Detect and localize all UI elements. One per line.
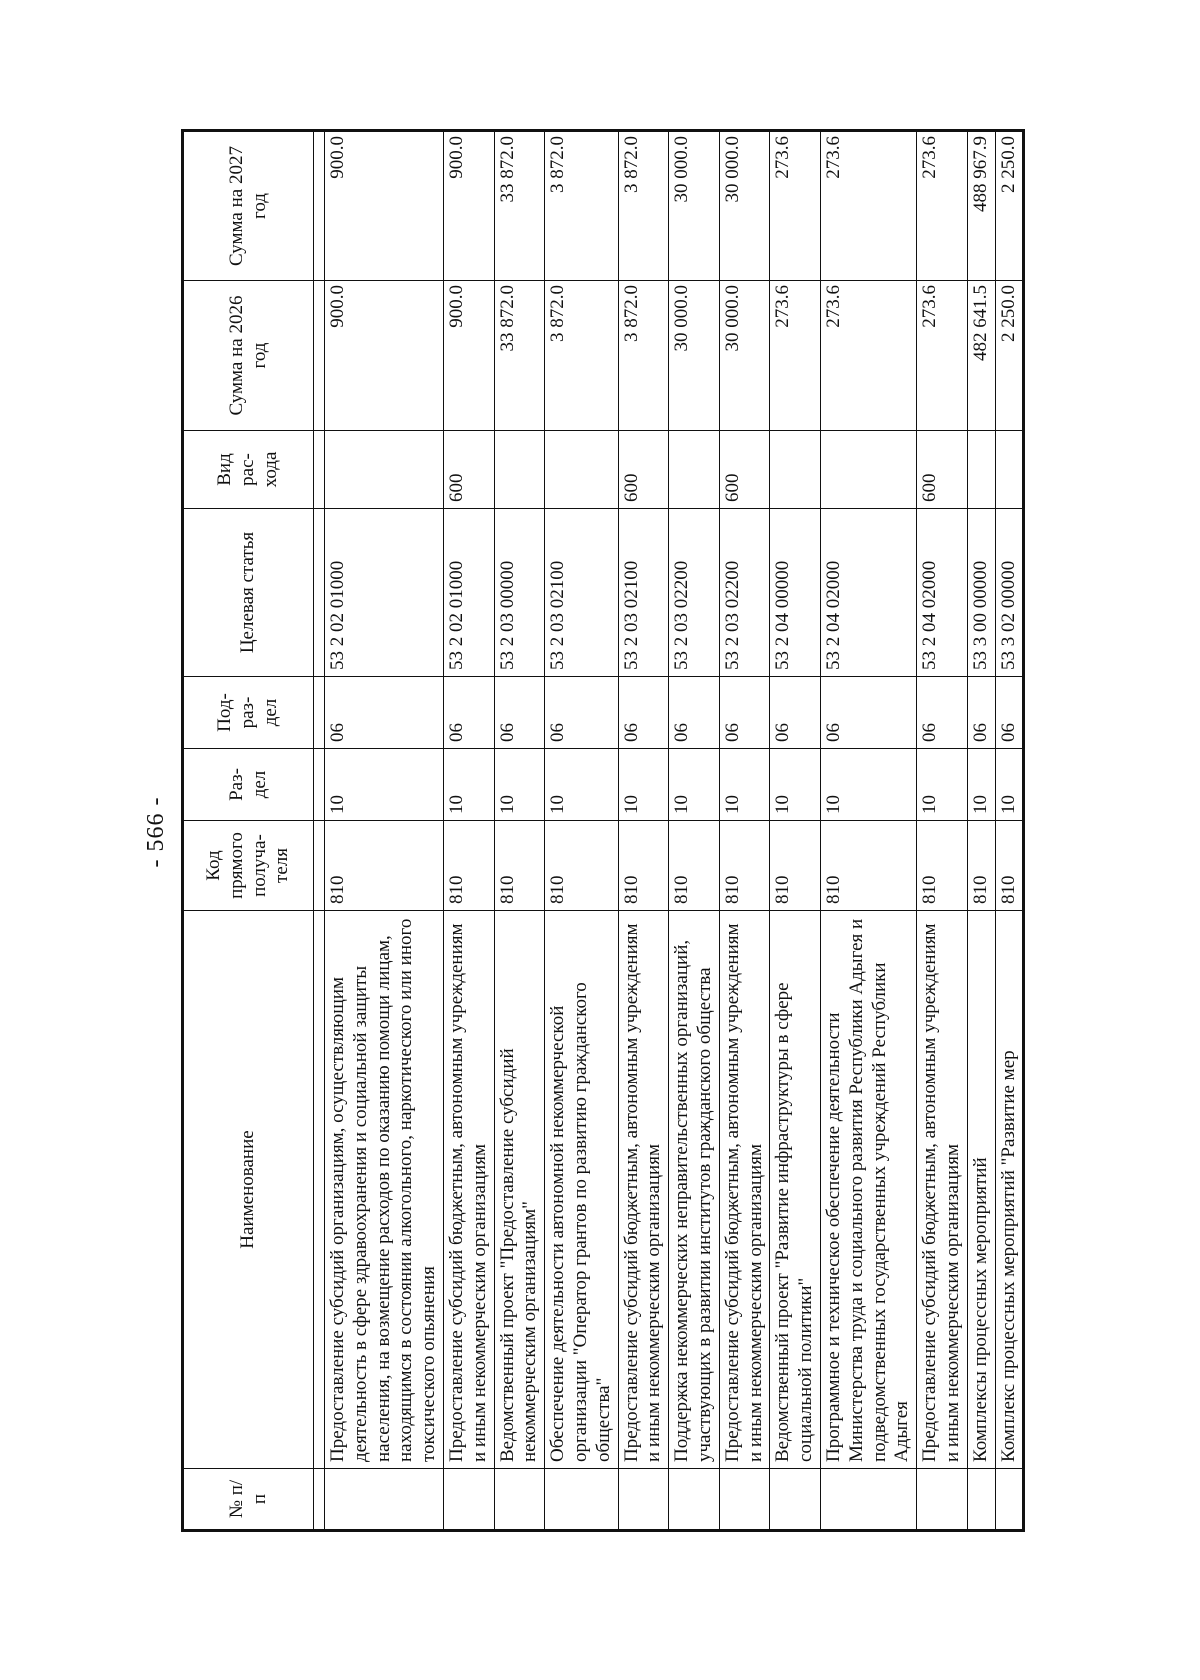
cell-sum-2026: 33 872.0 — [494, 281, 545, 431]
cell-sum-2026: 900.0 — [325, 281, 444, 431]
cell-code: 810 — [669, 821, 720, 911]
cell-no — [719, 1469, 770, 1531]
cell-podrazdel: 06 — [669, 677, 720, 749]
cell-podrazdel: 06 — [770, 677, 821, 749]
cell-no — [967, 1469, 995, 1531]
header-spacer-row — [314, 131, 325, 1531]
cell-code: 810 — [917, 821, 968, 911]
cell-code: 810 — [820, 821, 916, 911]
cell-razdel: 10 — [719, 749, 770, 821]
cell-vid — [770, 431, 821, 509]
cell-no — [494, 1469, 545, 1531]
cell-code: 810 — [443, 821, 494, 911]
table-row — [770, 131, 821, 1531]
cell-name: Ведомственный проект "Развитие инфраструктуры в сфере социальной политики" — [770, 911, 821, 1469]
cell-code: 810 — [770, 821, 821, 911]
cell-sum-2026: 3 872.0 — [545, 281, 618, 431]
cell-name: Поддержка некоммерческих неправительственных организаций, участвующих в развитии институтов гражданского общества — [669, 911, 720, 1469]
cell-name: Предоставление субсидий бюджетным, автономным учреждениям и иным некоммерческим организациям — [443, 911, 494, 1469]
cell-razdel: 10 — [669, 749, 720, 821]
cell-podrazdel: 06 — [443, 677, 494, 749]
cell-no — [917, 1469, 968, 1531]
cell-sum-2027: 30 000.0 — [719, 131, 770, 281]
cell-code: 810 — [719, 821, 770, 911]
column-header-sum-2027: Сумма на 2027 год — [183, 131, 314, 281]
cell-sum-2026: 3 872.0 — [618, 281, 669, 431]
cell-sum-2026: 482 641.5 — [967, 281, 995, 431]
cell-article: 53 2 02 01000 — [443, 509, 494, 677]
cell-vid — [995, 431, 1024, 509]
cell-podrazdel: 06 — [618, 677, 669, 749]
cell-sum-2027: 3 872.0 — [618, 131, 669, 281]
cell-vid: 600 — [443, 431, 494, 509]
table-row — [917, 131, 968, 1531]
cell-sum-2027: 33 872.0 — [494, 131, 545, 281]
cell-podrazdel: 06 — [995, 677, 1024, 749]
cell-sum-2026: 30 000.0 — [719, 281, 770, 431]
column-header-name: Наименование — [183, 911, 314, 1469]
cell-vid — [545, 431, 618, 509]
cell-sum-2027: 273.6 — [770, 131, 821, 281]
cell-sum-2026: 273.6 — [770, 281, 821, 431]
cell-vid: 600 — [719, 431, 770, 509]
column-header-code: Код прямого получа- теля — [183, 821, 314, 911]
cell-sum-2027: 2 250.0 — [995, 131, 1024, 281]
cell-no — [820, 1469, 916, 1531]
column-header-razdel: Раз- дел — [183, 749, 314, 821]
cell-vid — [967, 431, 995, 509]
cell-sum-2027: 488 967.9 — [967, 131, 995, 281]
cell-razdel: 10 — [917, 749, 968, 821]
cell-no — [545, 1469, 618, 1531]
table-row — [820, 131, 916, 1531]
cell-no — [618, 1469, 669, 1531]
column-header-podrazdel: Под- раз- дел — [183, 677, 314, 749]
table-row — [967, 131, 995, 1531]
cell-podrazdel: 06 — [820, 677, 916, 749]
table-header-row — [183, 131, 314, 1531]
cell-sum-2027: 900.0 — [443, 131, 494, 281]
cell-name: Комплексы процессных мероприятий — [967, 911, 995, 1469]
cell-razdel: 10 — [494, 749, 545, 821]
column-header-article: Целевая статья — [183, 509, 314, 677]
cell-name: Предоставление субсидий бюджетным, автономным учреждениям и иным некоммерческим организациям — [719, 911, 770, 1469]
cell-vid: 600 — [618, 431, 669, 509]
table-row — [443, 131, 494, 1531]
cell-razdel: 10 — [967, 749, 995, 821]
cell-sum-2026: 30 000.0 — [669, 281, 720, 431]
document-page — [125, 132, 1057, 1532]
cell-no — [325, 1469, 444, 1531]
table-row — [325, 131, 444, 1531]
table-row — [618, 131, 669, 1531]
budget-table — [181, 129, 1025, 1532]
cell-sum-2027: 273.6 — [917, 131, 968, 281]
table-body — [325, 131, 1024, 1531]
cell-vid: 600 — [917, 431, 968, 509]
table-row — [669, 131, 720, 1531]
cell-article: 53 2 03 02200 — [669, 509, 720, 677]
cell-code: 810 — [494, 821, 545, 911]
cell-podrazdel: 06 — [325, 677, 444, 749]
cell-article: 53 2 02 01000 — [325, 509, 444, 677]
cell-razdel: 10 — [443, 749, 494, 821]
cell-name: Предоставление субсидий бюджетным, автономным учреждениям и иным некоммерческим организациям — [917, 911, 968, 1469]
cell-name: Обеспечение деятельности автономной некоммерческой организации "Оператор грантов по развитию гражданского общества" — [545, 911, 618, 1469]
column-header-no: № п/п — [183, 1469, 314, 1531]
cell-no — [669, 1469, 720, 1531]
cell-podrazdel: 06 — [545, 677, 618, 749]
cell-razdel: 10 — [770, 749, 821, 821]
table-row — [995, 131, 1024, 1531]
cell-article: 53 2 03 02100 — [618, 509, 669, 677]
cell-sum-2026: 2 250.0 — [995, 281, 1024, 431]
cell-code: 810 — [618, 821, 669, 911]
cell-podrazdel: 06 — [494, 677, 545, 749]
cell-razdel: 10 — [545, 749, 618, 821]
cell-no — [770, 1469, 821, 1531]
cell-code: 810 — [545, 821, 618, 911]
cell-article: 53 2 03 02200 — [719, 509, 770, 677]
cell-article: 53 2 03 00000 — [494, 509, 545, 677]
cell-name: Предоставление субсидий организациям, осуществляющим деятельность в сфере здравоохранения и социальной защиты населения, на возмещение расходов по оказанию помощи лицам, находящимся в состоянии алкогольного, наркотического или иного токсического опьянения — [325, 911, 444, 1469]
cell-sum-2027: 30 000.0 — [669, 131, 720, 281]
cell-razdel: 10 — [618, 749, 669, 821]
cell-vid — [494, 431, 545, 509]
cell-article: 53 2 04 02000 — [820, 509, 916, 677]
cell-sum-2026: 900.0 — [443, 281, 494, 431]
table-row — [545, 131, 618, 1531]
cell-sum-2027: 900.0 — [325, 131, 444, 281]
cell-sum-2026: 273.6 — [917, 281, 968, 431]
cell-article: 53 2 03 02100 — [545, 509, 618, 677]
cell-code: 810 — [967, 821, 995, 911]
cell-no — [995, 1469, 1024, 1531]
cell-sum-2026: 273.6 — [820, 281, 916, 431]
cell-article: 53 2 04 00000 — [770, 509, 821, 677]
table-row — [719, 131, 770, 1531]
cell-no — [443, 1469, 494, 1531]
cell-name: Комплекс процессных мероприятий "Развитие мер — [995, 911, 1024, 1469]
cell-razdel: 10 — [820, 749, 916, 821]
cell-article: 53 3 02 00000 — [995, 509, 1024, 677]
cell-name: Предоставление субсидий бюджетным, автономным учреждениям и иным некоммерческим организациям — [618, 911, 669, 1469]
cell-podrazdel: 06 — [719, 677, 770, 749]
cell-podrazdel: 06 — [967, 677, 995, 749]
cell-name: Ведомственный проект "Предоставление субсидий некоммерческим организациям" — [494, 911, 545, 1469]
cell-razdel: 10 — [325, 749, 444, 821]
table-row — [494, 131, 545, 1531]
column-header-vid: Вид рас- хода — [183, 431, 314, 509]
cell-code: 810 — [325, 821, 444, 911]
cell-vid — [325, 431, 444, 509]
column-header-sum-2026: Сумма на 2026 год — [183, 281, 314, 431]
cell-razdel: 10 — [995, 749, 1024, 821]
cell-podrazdel: 06 — [917, 677, 968, 749]
cell-sum-2027: 3 872.0 — [545, 131, 618, 281]
cell-vid — [669, 431, 720, 509]
cell-name: Программное и техническое обеспечение деятельности Министерства труда и социального развития Республики Адыгея и подведомственных государственных учреждений Республики Адыгея — [820, 911, 916, 1469]
cell-sum-2027: 273.6 — [820, 131, 916, 281]
cell-article: 53 3 00 00000 — [967, 509, 995, 677]
cell-vid — [820, 431, 916, 509]
cell-article: 53 2 04 02000 — [917, 509, 968, 677]
page-number: - 566 - — [143, 796, 169, 868]
cell-code: 810 — [995, 821, 1024, 911]
